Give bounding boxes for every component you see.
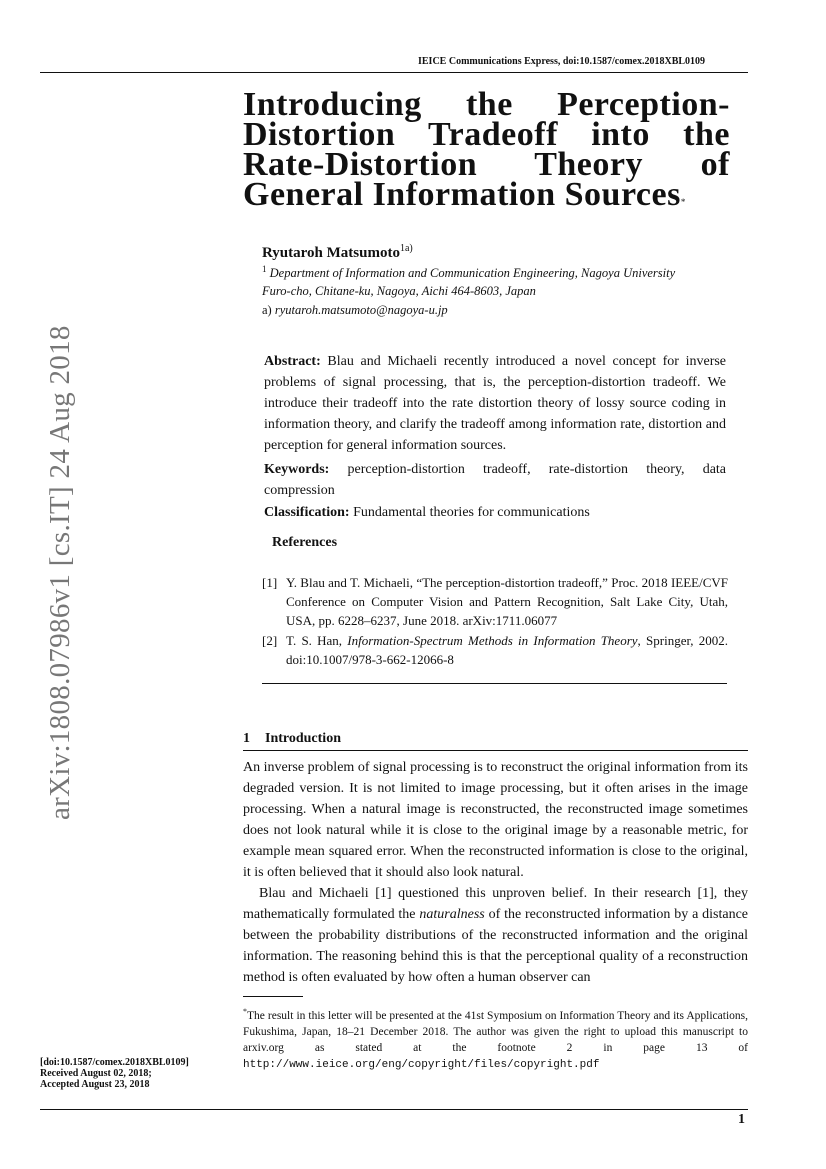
keywords-text: perception-distortion tradeoff, rate-distortion theory, data compression [264, 462, 727, 498]
meta-accepted: Accepted August 23, 2018 [40, 1079, 150, 1090]
header-rule [40, 72, 748, 73]
footnote-mark: * [243, 1007, 247, 1016]
reference-number: [2] [262, 633, 278, 648]
section-number: 1 [243, 731, 250, 746]
abstract-text: Blau and Michaeli recently introduced a novel concept for inverse problems of signal processing, that is, the perception-distortion tradeoff. We introduce their tradeoff into the rate distortion theory of lossy source coding in information theory, and clarify the tradeoff among information rate, distortion and perception for general information sources. [264, 354, 727, 453]
title-line-3: Rate-Distortion Theory of [243, 146, 730, 183]
reference-book-title: Information-Spectrum Methods in Information Theory [347, 633, 638, 648]
footnote-text: The result in this letter will be presented at the 41st Symposium on Information Theory and its Applications, Fukushima, Japan, 18–21 December 2018. The author was given the right to upload this manuscript to arxiv.org as stated at the footnote 2 in page 13 of [243, 1009, 748, 1054]
para2-start: Blau and Michaeli [1] questioned this unproven belief. In their research [1], they mathematically formulated the [243, 886, 748, 922]
reference-number: [1] [262, 575, 278, 590]
reference-text: Y. Blau and T. Michaeli, “The perception-distortion tradeoff,” Proc. 2018 IEEE/CVF Conference on Computer Vision and Pattern Recognition, Salt Lake City, Utah, USA, pp. 6228–6237, June 2018. arXiv:1711.06077 [286, 575, 728, 628]
reference-item [262, 631, 728, 669]
references-heading: References [272, 535, 338, 550]
footnote-rule [243, 996, 303, 997]
section-heading [243, 731, 341, 747]
affiliation-dept: Department of Information and Communication Engineering, Nagoya University [269, 266, 676, 281]
reference-text [286, 631, 728, 669]
page-number: 1 [738, 1112, 745, 1127]
classification-label: Classification: [264, 505, 350, 520]
article-metadata [40, 1057, 189, 1090]
author-name: Ryutaroh Matsumoto [262, 245, 400, 261]
meta-doi: [doi:10.1587/comex.2018XBL0109] [40, 1057, 189, 1068]
abstract-end-rule [262, 683, 727, 684]
footer-rule [40, 1109, 748, 1110]
paper-title [243, 86, 730, 217]
keywords-label: Keywords: [264, 462, 330, 477]
author [262, 243, 413, 262]
abstract-label: Abstract: [264, 354, 321, 369]
classification [264, 502, 726, 523]
journal-header: IEICE Communications Express, doi:10.1587/comex.2018XBL0109 [418, 56, 706, 67]
title-line-2: Distortion Tradeoff into the [243, 116, 730, 153]
footnote-url[interactable]: http://www.ieice.org/eng/copyright/files/copyright.pdf [243, 1058, 600, 1071]
title-line-4-text: General Information Sources [243, 176, 681, 213]
classification-text: Fundamental theories for communications [353, 505, 590, 520]
title-footnote-mark: * [680, 197, 686, 207]
meta-received: Received August 02, 2018; [40, 1068, 152, 1079]
para2-emphasis: naturalness [419, 907, 485, 922]
section-rule [243, 750, 748, 751]
keywords [264, 459, 726, 501]
affiliation-line-2: Furo-cho, Chitane-ku, Nagoya, Aichi 464-8603, Japan [262, 284, 536, 298]
intro-paragraph-2 [243, 883, 748, 988]
reference-item [262, 573, 728, 630]
abstract [264, 351, 726, 456]
affiliation-email [262, 303, 448, 318]
email-address: ryutaroh.matsumoto@nagoya-u.jp [274, 303, 448, 317]
reference-authors: T. S. Han, [286, 633, 348, 648]
title-line-1: Introducing the Perception- [243, 86, 730, 123]
section-title: Introduction [265, 731, 341, 746]
intro-paragraph-1: An inverse problem of signal processing is to reconstruct the original information from its degraded version. It is not limited to image processing, but it often arises in the image processing. When a natural image is reconstructed, the reconstructed image sometimes does not look natural while it is close to the original image by a reasonable metric, for example mean squared error. When the reconstructed information is close to the original, it is often believed that it should also look natural. [243, 760, 748, 880]
arxiv-stamp: arXiv:1808.07986v1 [cs.IT] 24 Aug 2018 [44, 325, 76, 820]
reference-publisher: , Springer, 2002. doi:10.1007/978-3-662-12066-8 [286, 633, 728, 667]
para2-end: of the reconstructed information by a distance between the probability distributions of the reconstructed information and the original information. The reasoning behind this is that the perceptional quality of a reconstruction method is often evaluated by how often a human observer can [243, 907, 748, 985]
affiliation-line-1 [262, 264, 675, 281]
author-sup: 1a) [399, 243, 413, 254]
title-line-4 [243, 176, 730, 217]
footnote [243, 1004, 748, 1073]
reference-list [262, 573, 728, 670]
email-prefix: a) [262, 303, 272, 317]
affiliation-sup: 1 [262, 264, 267, 274]
